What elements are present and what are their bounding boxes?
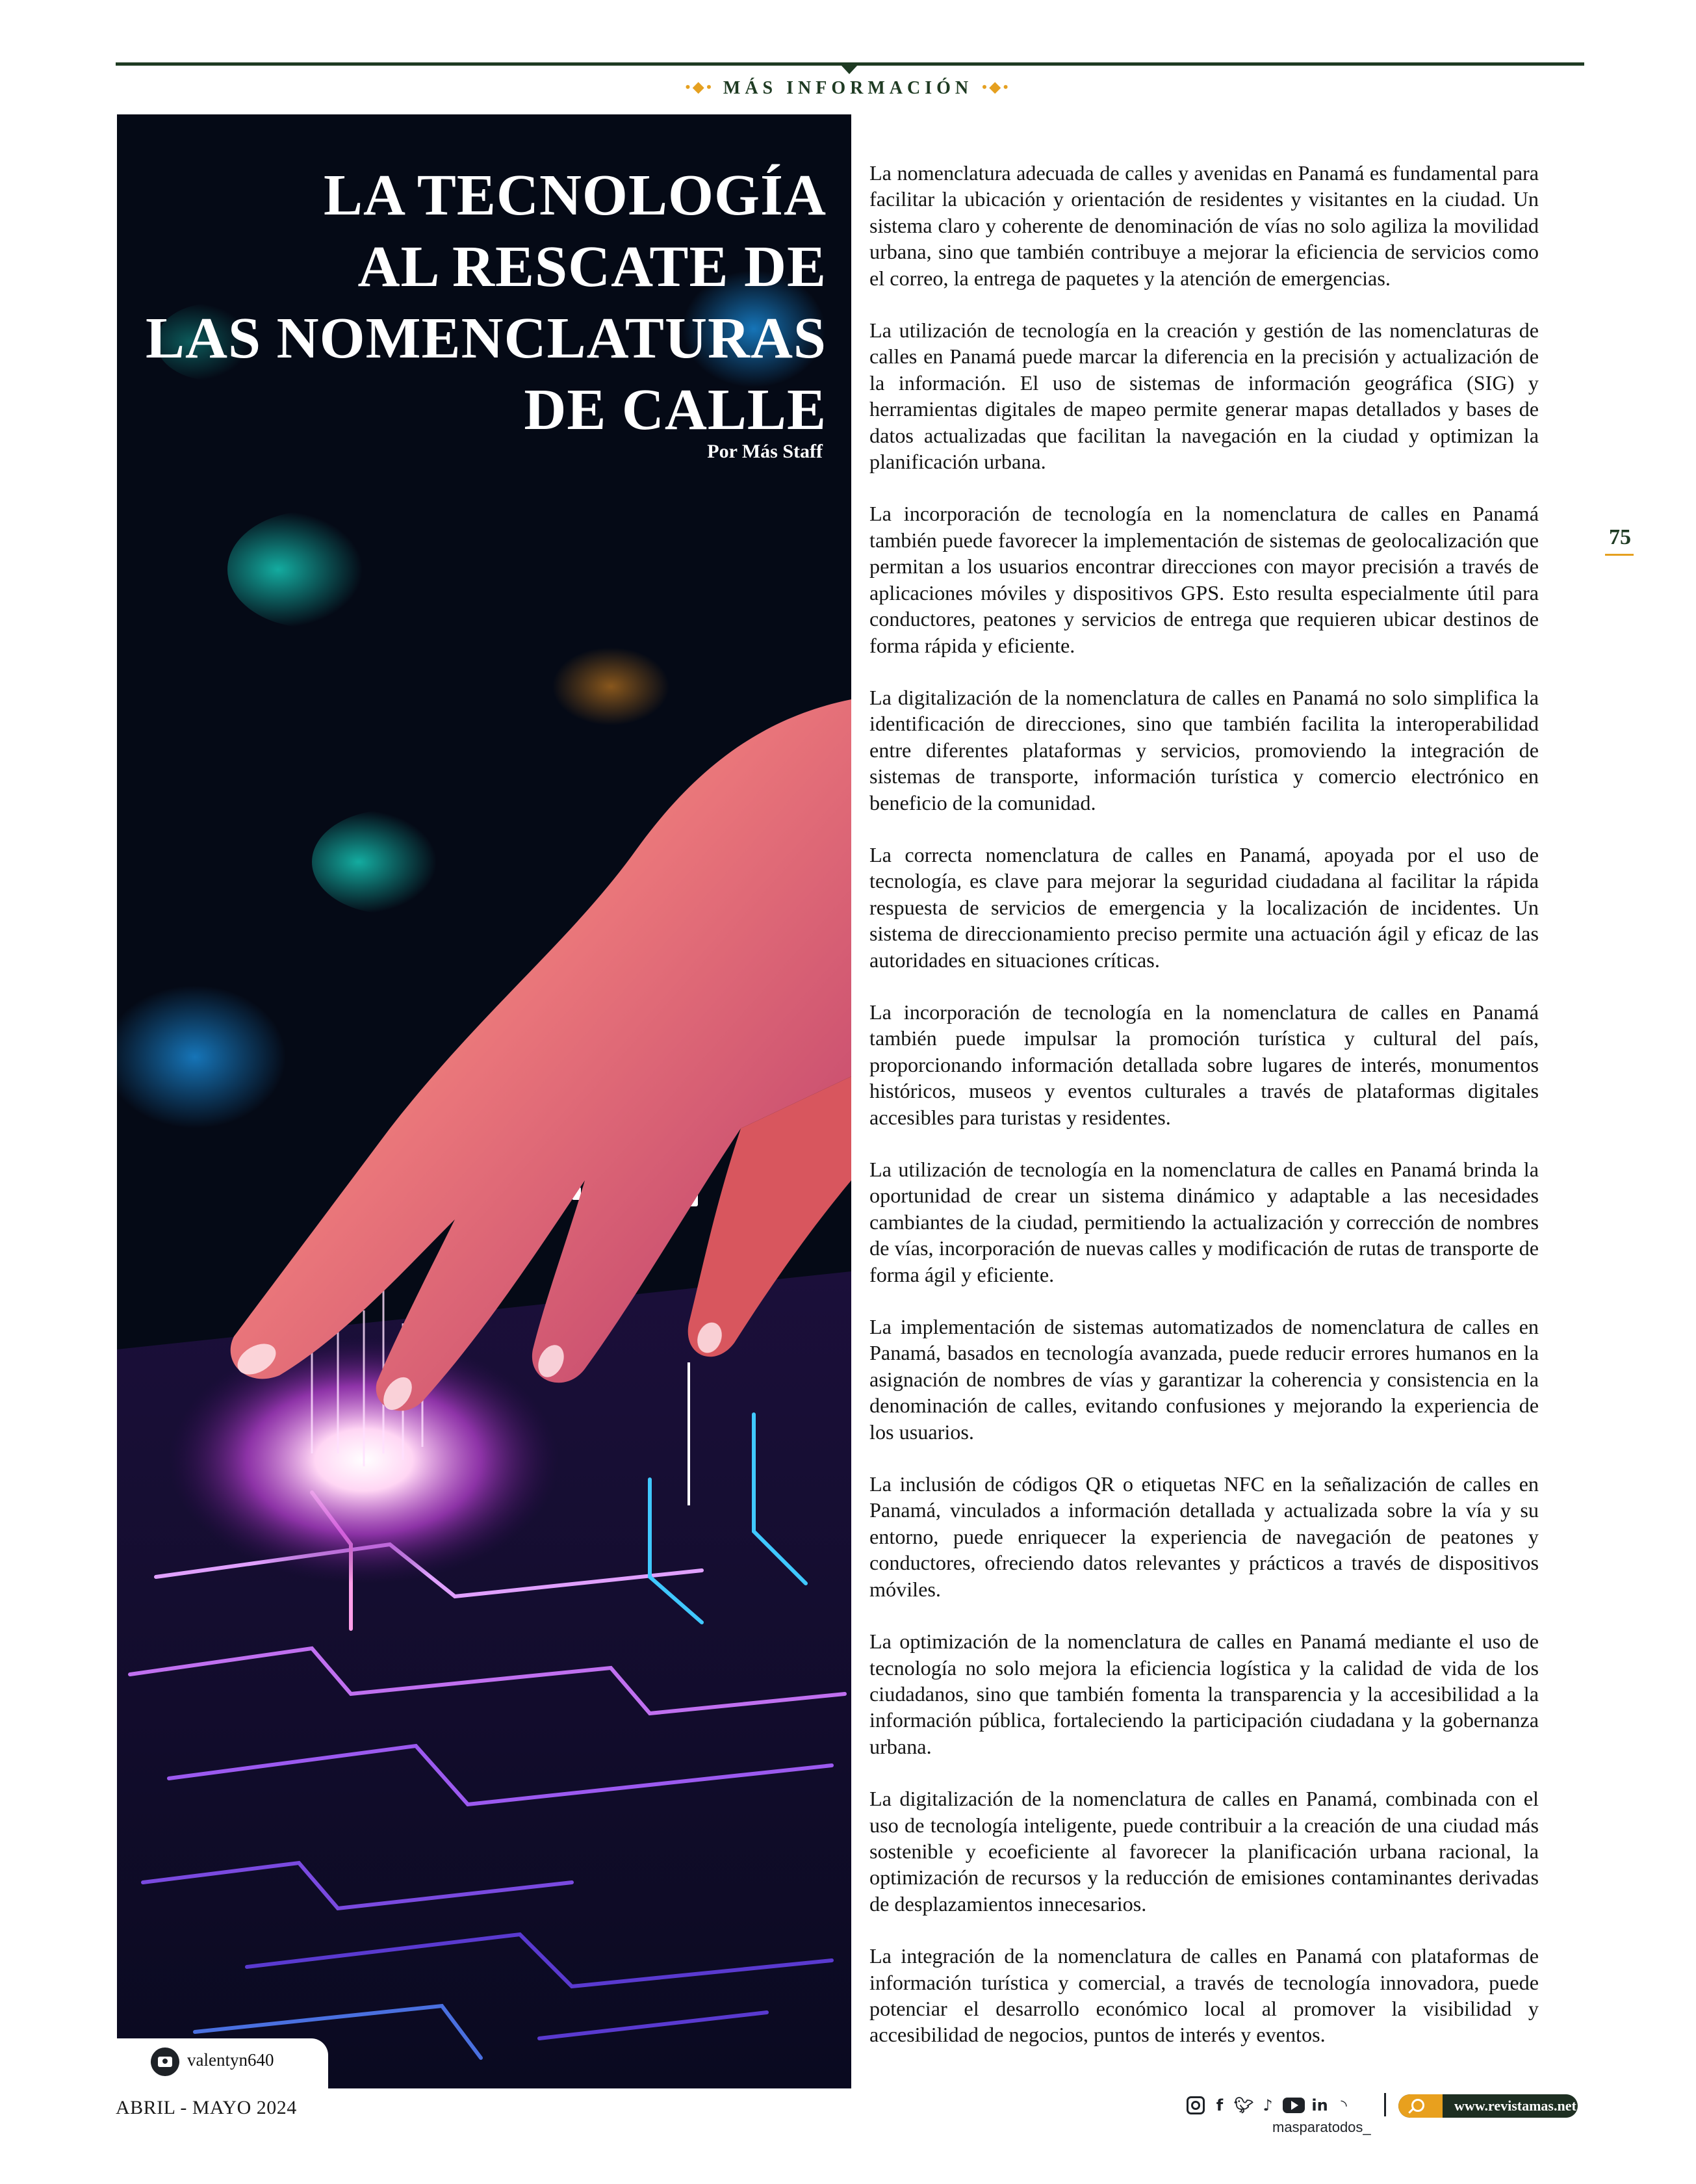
article-paragraph: La correcta nomenclatura de calles en Panamá, apoyada por el uso de tecnología, es clave para mejorar la seguridad ciudadana al facilitar la rápida respuesta de servicios de emergencia y la localización de incidentes. Un sistema de direccionamiento preciso permite una actuación ágil y eficaz de las autoridades en situaciones críticas. [869,842,1539,972]
website-url[interactable]: www.revistamas.net [1454,2098,1576,2114]
article-paragraph: La digitalización de la nomenclatura de calles en Panamá, combinada con el uso de tecnología inteligente, puede contribuir a la creación de una ciudad más sostenible y ecoeficiente al favorecer la planificación urbana racional, la optimización de recursos y la reducción de emisiones contaminantes derivadas de desplazamientos innecesarios. [869,1787,1539,1916]
footer-divider [1384,2093,1386,2116]
tiktok-icon[interactable]: ♪ [1263,2096,1273,2114]
camera-icon [151,2048,179,2076]
linkedin-icon[interactable]: in [1311,2096,1328,2114]
twitter-icon[interactable]: 🐦︎ [1233,2096,1254,2114]
article-paragraph: La digitalización de la nomenclatura de calles en Panamá no solo simplifica la identificación de direcciones, sino que también facilita la interoperabilidad entre diferentes plataformas y servicios, promoviendo la integración de sistemas de transporte, información turística y comercio electrónico en beneficio de la comunidad. [869,685,1539,814]
instagram-icon[interactable] [1187,2096,1205,2114]
photo-credit [117,2038,328,2089]
article-paragraph: La utilización de tecnología en la nomenclatura de calles en Panamá brinda la oportunidad de crear un sistema dinámico y adaptable a las necesidades cambiantes de la ciudad, permitiendo la actualización y corrección de nombres de vías, incorporación de nuevas calles y modificación de rutas de transporte de forma ágil y eficiente. [869,1158,1539,1286]
article-paragraph: La implementación de sistemas automatizados de nomenclatura de calles en Panamá, basados en tecnología avanzada, puede reducir errores humanos en la asignación de nombres de vías y garantizar la coherencia y consistencia en la denominación de calles, evitando confusiones y mejorando la experiencia de los usuarios. [869,1315,1539,1444]
ornament-left: •◆• [685,79,714,95]
section-label-text: MÁS INFORMACIÓN [723,78,973,98]
article-paragraph: La utilización de tecnología en la creación y gestión de las nomenclaturas de calles en Panamá puede marcar la diferencia en la precisión y actualización de la información. El uso de sistemas de información geográfica (SIG) y herramientas digitales de mapeo permite generar mapas detallados y bases de datos actualizadas que facilitan la navegación en la ciudad y optimizan la planificación urbana. [869,318,1539,474]
page-number-underline [1605,554,1634,556]
article-paragraph: La inclusión de códigos QR o etiquetas NFC en la señalización de calles en Panamá, vinculados a información detallada y actualizada sobre la vía y su entorno, puede enriquecer la experiencia de navegación de peatones y conductores, ofreciendo datos relevantes y prácticos a través de dispositivos móviles. [869,1472,1539,1601]
section-label [0,78,1696,99]
photo-credit-handle: valentyn640 [187,2050,274,2070]
article-paragraph: La integración de la nomenclatura de calles en Panamá con plataformas de información turística y comercial, a través de tecnología innovadora, puede potenciar el desarrollo económico local al promover la visibilidad y accesibilidad de negocios, puntos de interés y eventos. [869,1944,1539,2047]
page-number: 75 [1609,525,1631,549]
article-body [869,160,1539,2074]
article-paragraph: La incorporación de tecnología en la nomenclatura de calles en Panamá también puede impulsar la promoción turística y cultural del país, proporcionando información detallada sobre lugares de interés, monumentos históricos, museos y eventos culturales a través de plataformas digitales accesibles para turistas y residentes. [869,1000,1539,1129]
youtube-icon[interactable] [1283,2098,1305,2113]
article-paragraph: La optimización de la nomenclatura de calles en Panamá mediante el uso de tecnología no solo mejora la eficiencia logística y la calidad de vida de los ciudadanos, sino que también fomenta la transparencia y la accesibilidad a la información pública, fortaleciendo la participación ciudadana y la gobernanza urbana. [869,1630,1539,1758]
issue-date: ABRIL - MAYO 2024 [116,2097,297,2118]
social-handle[interactable]: masparatodos_ [1272,2119,1371,2135]
article-author: Por Más Staff [707,441,823,462]
website-link[interactable] [1398,2094,1578,2118]
ornament-right: •◆• [982,79,1011,95]
facebook-icon[interactable]: f [1216,2096,1224,2114]
search-icon [1411,2099,1424,2112]
article-paragraph: La incorporación de tecnología en la nomenclatura de calles en Panamá también puede favorecer la implementación de sistemas de geolocalización que permitan a los usuarios encontrar direcciones con mayor precisión a través de aplicaciones móviles y dispositivos GPS. Esto resulta especialmente útil para conductores, peatones y servicios de entrega que requieren ubicar destinos de forma rápida y eficiente. [869,502,1539,657]
social-links [1187,2093,1353,2118]
rss-icon[interactable]: ◝ [1341,2096,1347,2114]
top-rule-notch [841,65,858,74]
article-title: LA TECNOLOGÍA AL RESCATE DE LAS NOMENCLATURAS DE CALLE [146,163,827,442]
hero-image [117,114,851,2088]
article-paragraph: La nomenclatura adecuada de calles y avenidas en Panamá es fundamental para facilitar la ubicación y orientación de residentes y visitantes en la ciudad. Un sistema claro y coherente de denominación de vías no solo agiliza la movilidad urbana, sino que también contribuye a mejorar la eficiencia de servicios como el correo, la entrega de paquetes y la atención de emergencias. [869,161,1539,290]
